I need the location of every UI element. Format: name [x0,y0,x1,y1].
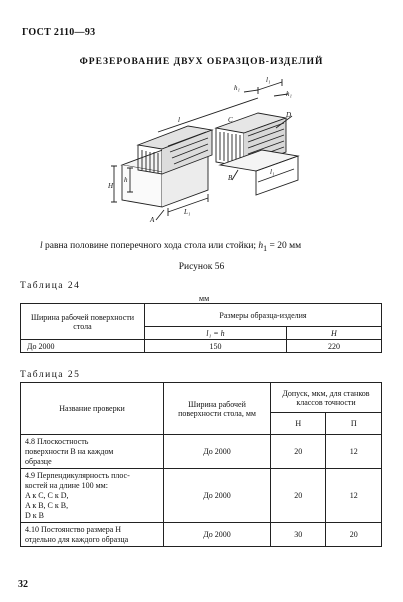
t24-row-H: 220 [286,340,381,353]
table-24 [20,303,382,353]
figure-56-drawing [108,70,308,230]
label-H: H [108,182,114,190]
t25-row-name: 4.9 Перпендикулярность плос- костей на длине 100 мм: A к C, C к D, A к B, C к B, D к B [21,469,164,523]
label-C: C [228,116,233,124]
t24-sub-H: H [286,327,381,340]
t25-row-name: 4.10 Постоянство размера H отдельно для каждого образца [21,523,164,547]
label-l1-right: l₁ [270,168,275,176]
label-h1-top: h₁ [234,84,240,92]
t24-sub-l1: l₁ = h [145,327,287,340]
t24-row-l1: 150 [145,340,287,353]
t25-row-width: До 2000 [164,435,271,469]
page-number: 32 [18,579,28,590]
t25-row-name: 4.8 Плоскостность поверхности B на каждом образце [21,435,164,469]
figure-label: Рисунок 56 [178,262,225,272]
table24-label: Таблица 24 [20,281,81,291]
table-25 [20,382,382,547]
t24-header-group: Размеры образца-изделия [145,304,382,327]
t24-row-width: До 2000 [21,340,145,353]
t25-row-P: 20 [326,523,382,547]
label-D: D [286,111,292,119]
t25-row-N: 20 [271,469,326,523]
t25-row-P: 12 [326,469,382,523]
label-l: l [178,116,180,124]
label-A: A [150,216,155,224]
table24-unit: мм [199,294,210,303]
standard-header: ГОСТ 2110—93 [22,27,96,38]
t25-row-width: До 2000 [164,523,271,547]
label-B: B [228,174,233,182]
t25-header-name: Название проверки [21,383,164,435]
t25-header-width: Ширина рабочей поверхности стола, мм [164,383,271,435]
label-l1-top: l₁ [266,76,271,84]
t24-header-width: Ширина рабочей поверхности стола [21,304,145,340]
table25-label: Таблица 25 [20,370,81,380]
t25-header-tolerance: Допуск, мкм, для станков классов точности [271,383,382,413]
section-title: ФРЕЗЕРОВАНИЕ ДВУХ ОБРАЗЦОВ-ИЗДЕЛИЙ [79,57,324,67]
t25-row-N: 20 [271,435,326,469]
figure-caption: l равна половине поперечного хода стола или стойки; $h_1 = 20$ мм [40,241,302,253]
label-l1-bottom: L₁ [184,208,191,216]
t25-row-N: 30 [271,523,326,547]
t25-class-N: Н [271,413,326,435]
t25-row-P: 12 [326,435,382,469]
label-h: h [124,176,128,184]
label-h1-right: h₁ [286,90,292,98]
t25-class-P: П [326,413,382,435]
t25-row-width: До 2000 [164,469,271,523]
